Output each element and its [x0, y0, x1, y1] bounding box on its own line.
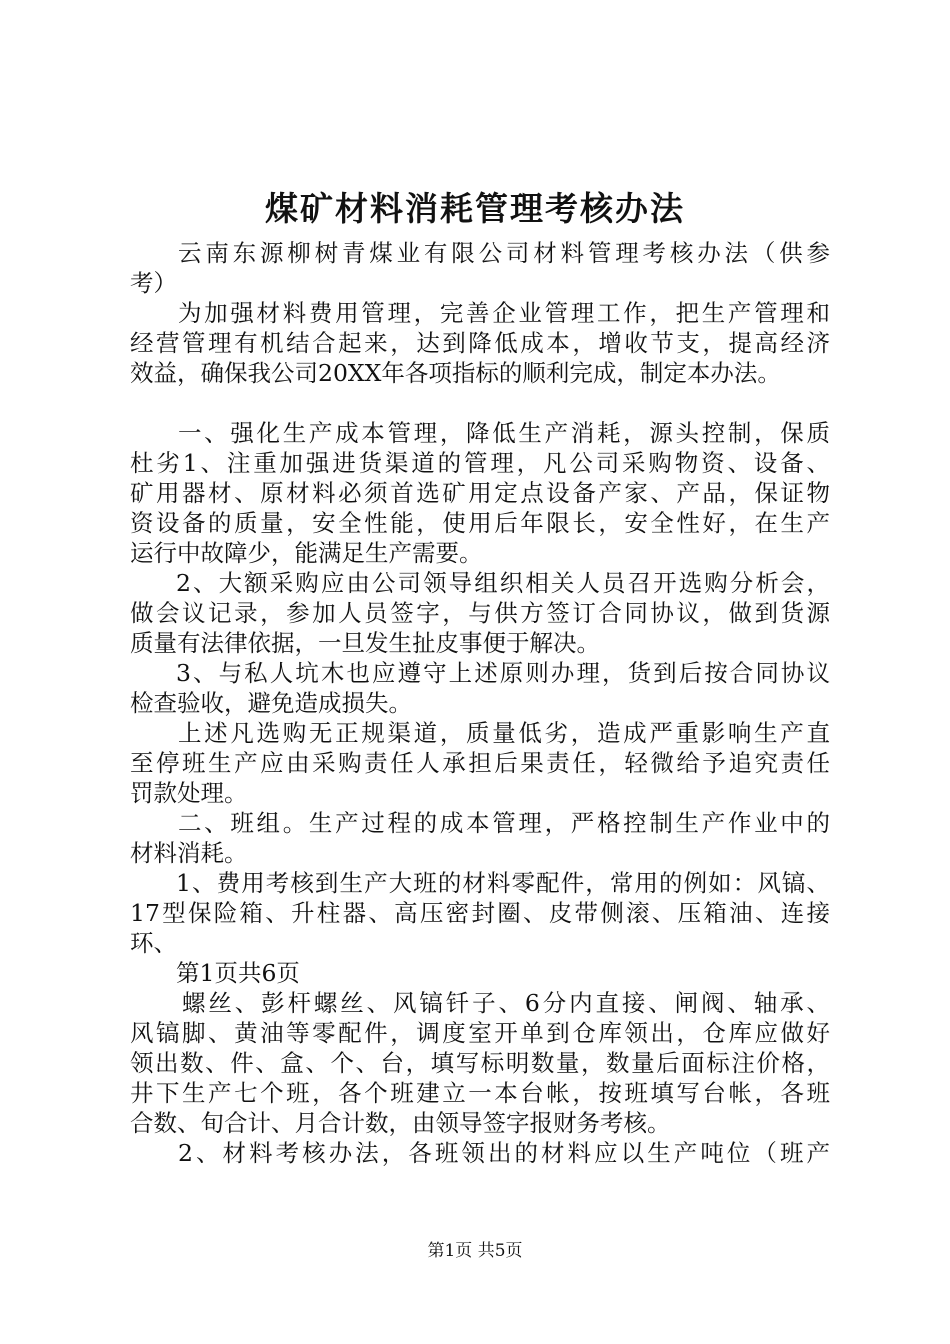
body-line: 材料消耗。	[130, 839, 248, 867]
body-line: 为加强材料费用管理，完善企业管理工作，把生产管理和	[178, 299, 830, 327]
body-line: 做会议记录，参加人员签字，与供方签订合同协议，做到货源	[130, 599, 830, 627]
body-line: 质量有法律依据，一旦发生扯皮事便于解决。	[130, 629, 600, 657]
body-line: 环、	[130, 929, 177, 957]
body-line: 3、与私人坑木也应遵守上述原则办理，货到后按合同协议	[176, 659, 830, 687]
body-line: 矿用器材、原材料必须首选矿用定点设备产家、产品，保证物	[130, 479, 830, 507]
body-line: 井下生产七个班，各个班建立一本台帐，按班填写台帐，各班	[130, 1079, 830, 1107]
body-line: 一、强化生产成本管理，降低生产消耗，源头控制，保质	[178, 419, 830, 447]
body-line: 领出数、件、盒、个、台，填写标明数量，数量后面标注价格，	[130, 1049, 830, 1077]
page-footer: 第1页 共5页	[427, 1241, 523, 1261]
body-line: 杜劣1、注重加强进货渠道的管理，凡公司采购物资、设备、	[130, 449, 830, 477]
body-line: 至停班生产应由采购责任人承担后果责任，轻微给予追究责任	[130, 749, 830, 777]
body-line: 螺丝、彭杆螺丝、风镐钎子、6分内直接、闸阀、轴承、	[182, 989, 830, 1017]
body-line: 上述凡选购无正规渠道，质量低劣，造成严重影响生产直	[178, 719, 830, 747]
body-line: 17型保险箱、升柱器、高压密封圈、皮带侧滚、压箱油、连接	[130, 899, 830, 927]
body-line: 效益，确保我公司20XX年各项指标的顺利完成，制定本办法。	[130, 359, 781, 387]
body-line: 2、大额采购应由公司领导组织相关人员召开选购分析会，	[176, 569, 830, 597]
body-line: 考）	[130, 269, 177, 297]
body-line: 罚款处理。	[130, 779, 248, 807]
inline-page-marker: 第1页共6页	[176, 959, 300, 987]
body-line: 检查验收，避免造成损失。	[130, 689, 412, 717]
body-line: 云南东源柳树青煤业有限公司材料管理考核办法（供参	[178, 239, 830, 267]
paragraph-gap	[130, 388, 830, 418]
body-line: 资设备的质量，安全性能，使用后年限长，安全性好，在生产	[130, 509, 830, 537]
body-line: 二、班组。生产过程的成本管理，严格控制生产作业中的	[178, 809, 830, 837]
body-line: 经营管理有机结合起来，达到降低成本，增收节支，提高经济	[130, 329, 830, 357]
body-line: 运行中故障少，能满足生产需要。	[130, 539, 483, 567]
body-line: 2、材料考核办法，各班领出的材料应以生产吨位（班产	[178, 1139, 830, 1167]
body-line: 1、费用考核到生产大班的材料零配件，常用的例如：风镐、	[176, 869, 830, 897]
document-title: 煤矿材料消耗管理考核办法	[265, 189, 685, 228]
body-line: 合数、旬合计、月合计数，由领导签字报财务考核。	[130, 1109, 671, 1137]
document-body	[130, 238, 830, 1168]
body-line: 风镐脚、黄油等零配件，调度室开单到仓库领出，仓库应做好	[130, 1019, 830, 1047]
